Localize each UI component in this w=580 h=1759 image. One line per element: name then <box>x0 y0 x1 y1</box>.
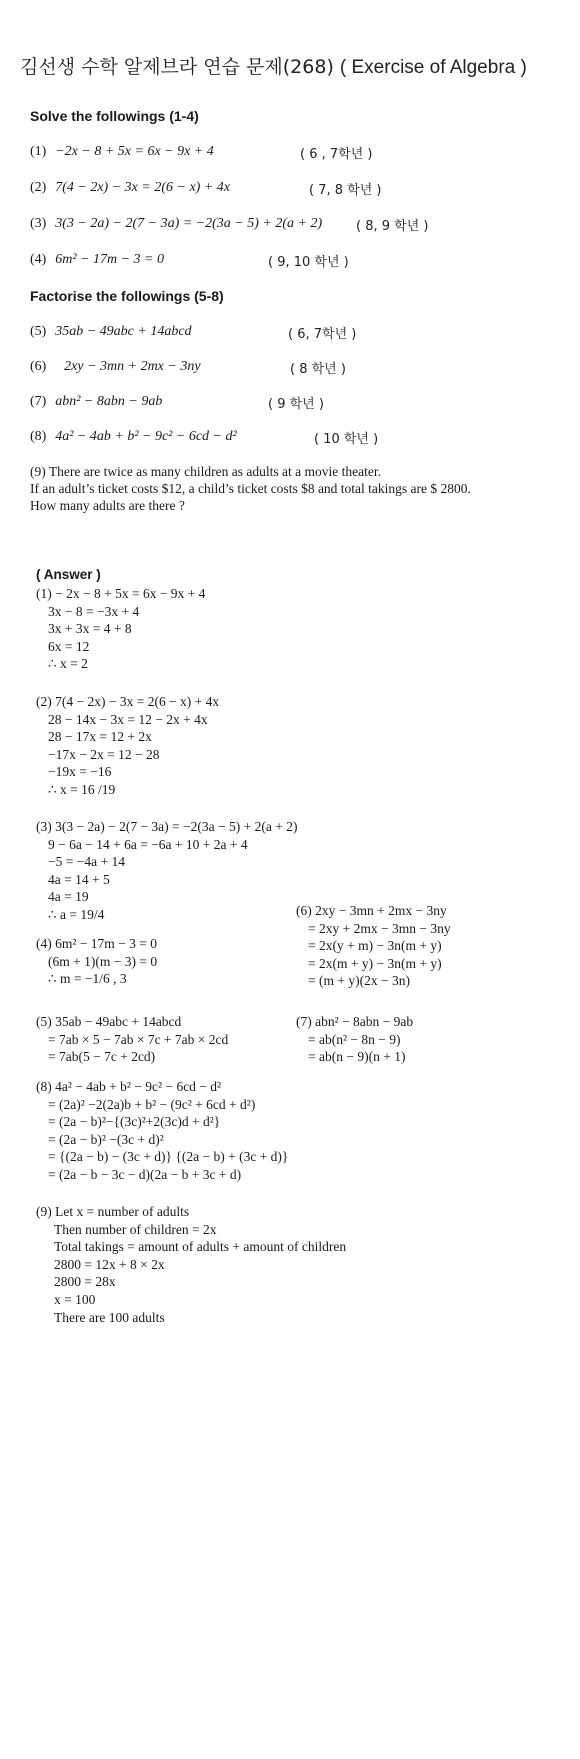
answer-line: (5) 35ab − 49abc + 14abcd <box>36 1014 182 1029</box>
answer-line: −19x = −16 <box>48 764 112 780</box>
answer-line: 2800 = 28x <box>54 1274 116 1290</box>
answer-line: = (m + y)(2x − 3n) <box>308 973 410 989</box>
answer-line: = (2a − b − 3c − d)(2a − b + 3c + d) <box>48 1166 242 1182</box>
answer-line: ∴ x = 16 /19 <box>48 781 116 797</box>
answer-line: (1) − 2x − 8 + 5x = 6x − 9x + 4 <box>36 586 206 601</box>
answer-line: ∴ m = −1/6 , 3 <box>48 971 127 987</box>
problem-number: (7) <box>30 394 47 409</box>
answer-line: (8) 4a² − 4ab + b² − 9c² − 6cd − d² <box>36 1079 222 1094</box>
answer-line: (9) Let x = number of adults <box>36 1204 190 1219</box>
problem-5 <box>30 323 192 340</box>
problem-expression: 7(4 − 2x) − 3x = 2(6 − x) + 4x <box>55 180 230 195</box>
grade-label: ( 6, 7학년 ) <box>288 327 357 342</box>
page-title <box>20 52 527 79</box>
answer-line: 4a = 14 + 5 <box>48 871 110 887</box>
answer-line: = 7ab × 5 − 7ab × 7c + 7ab × 2cd <box>48 1031 229 1047</box>
title-english: ( Exercise of Algebra ) <box>339 57 527 78</box>
answer-line: = 7ab(5 − 7c + 2cd) <box>48 1049 156 1065</box>
problem-number: (8) <box>30 429 47 444</box>
answer-line: x = 100 <box>54 1291 96 1307</box>
problem-number: (4) <box>30 252 47 267</box>
word-problem-line: (9) There are twice as many children as adults at a movie theater. <box>30 464 381 479</box>
answer-line: There are 100 adults <box>54 1309 165 1325</box>
answer-line: (3) 3(3 − 2a) − 2(7 − 3a) = −2(3a − 5) + 2(a + 2) <box>36 819 298 834</box>
problem-expression: 6m² − 17m − 3 = 0 <box>55 252 164 267</box>
answer-line: = (2a − b)² −(3c + d)² <box>48 1131 164 1147</box>
problem-8 <box>30 428 237 445</box>
answer-line: 4a = 19 <box>48 889 89 905</box>
answer-2 <box>36 693 219 799</box>
answer-line: = ab(n − 9)(n + 1) <box>308 1049 406 1065</box>
answer-line: 3x − 8 = −3x + 4 <box>48 603 140 619</box>
section-heading-factorise: Factorise the followings (5-8) <box>30 288 224 304</box>
grade-label: ( 10 학년 ) <box>314 432 379 447</box>
problem-number: (2) <box>30 180 47 195</box>
answer-line: = (2a)² −2(2a)b + b² − (9c² + 6cd + d²) <box>48 1096 256 1112</box>
answer-line: 28 − 17x = 12 + 2x <box>48 729 152 745</box>
word-problem-line: If an adult’s ticket costs $12, a child’s ticket costs $8 and total takings are $ 2800. <box>30 481 471 496</box>
answer-line: (2) 7(4 − 2x) − 3x = 2(6 − x) + 4x <box>36 694 220 709</box>
word-problem <box>30 463 471 514</box>
answer-line: (6) 2xy − 3mn + 2mx − 3ny <box>296 903 447 918</box>
answer-3 <box>36 818 297 924</box>
answer-line: = 2x(y + m) − 3n(m + y) <box>308 938 442 954</box>
problem-7 <box>30 393 162 410</box>
answer-line: Then number of children = 2x <box>54 1221 217 1237</box>
answer-4 <box>36 935 157 988</box>
answer-8 <box>36 1078 288 1184</box>
answer-line: 2800 = 12x + 8 × 2x <box>54 1256 165 1272</box>
problem-number: (6) <box>30 359 47 374</box>
answer-line: ∴ a = 19/4 <box>48 906 105 922</box>
answer-line: = (2a − b)²−{(3c)²+2(3c)d + d²} <box>48 1114 221 1130</box>
answer-line: = ab(n² − 8n − 9) <box>308 1031 401 1047</box>
answer-line: = 2x(m + y) − 3n(m + y) <box>308 955 442 971</box>
problem-expression: −2x − 8 + 5x = 6x − 9x + 4 <box>55 144 214 159</box>
problem-number: (5) <box>30 324 47 339</box>
answer-line: Total takings = amount of adults + amount of children <box>54 1239 347 1255</box>
problem-expression: 35ab − 49abc + 14abcd <box>55 324 192 339</box>
problem-2 <box>30 179 230 196</box>
problem-1 <box>30 143 214 160</box>
answer-7 <box>296 1013 413 1066</box>
answer-line: (4) 6m² − 17m − 3 = 0 <box>36 936 158 951</box>
problem-expression: 2xy − 3mn + 2mx − 3ny <box>64 359 201 374</box>
problem-number: (1) <box>30 144 47 159</box>
answer-line: (7) abn² − 8abn − 9ab <box>296 1014 414 1029</box>
problem-expression: abn² − 8abn − 9ab <box>55 394 163 409</box>
answer-line: 9 − 6a − 14 + 6a = −6a + 10 + 2a + 4 <box>48 836 248 852</box>
grade-label: ( 9, 10 학년 ) <box>268 255 349 270</box>
answer-line: = {(2a − b) − (3c + d)} {(2a − b) + (3c + d)} <box>48 1149 289 1165</box>
answer-6 <box>296 902 451 990</box>
grade-label: ( 9 학년 ) <box>268 397 324 412</box>
problem-4 <box>30 251 164 268</box>
answer-line: −5 = −4a + 14 <box>48 854 125 870</box>
answer-line: (6m + 1)(m − 3) = 0 <box>48 953 158 969</box>
title-korean: 김선생 수학 알제브라 연습 문제(268) <box>20 56 334 78</box>
answer-heading: ( Answer ) <box>36 567 101 582</box>
problem-6 <box>30 358 201 375</box>
answer-line: 28 − 14x − 3x = 12 − 2x + 4x <box>48 711 208 727</box>
problem-expression: 4a² − 4ab + b² − 9c² − 6cd − d² <box>55 429 237 444</box>
answer-line: −17x − 2x = 12 − 28 <box>48 746 160 762</box>
problem-3 <box>30 215 322 232</box>
grade-label: ( 8, 9 학년 ) <box>356 219 429 234</box>
grade-label: ( 8 학년 ) <box>290 362 346 377</box>
answer-1 <box>36 585 205 673</box>
answer-line: ∴ x = 2 <box>48 656 88 672</box>
answer-line: 3x + 3x = 4 + 8 <box>48 621 132 637</box>
answer-line: = 2xy + 2mx − 3mn − 3ny <box>308 920 451 936</box>
answer-5 <box>36 1013 228 1066</box>
grade-label: ( 7, 8 학년 ) <box>309 183 382 198</box>
word-problem-line: How many adults are there ? <box>30 498 185 513</box>
problem-number: (3) <box>30 216 47 231</box>
grade-label: ( 6 , 7학년 ) <box>300 147 373 162</box>
answer-line: 6x = 12 <box>48 638 90 654</box>
answer-9 <box>36 1203 346 1326</box>
section-heading-solve: Solve the followings (1-4) <box>30 108 199 124</box>
problem-expression: 3(3 − 2a) − 2(7 − 3a) = −2(3a − 5) + 2(a + 2) <box>55 216 323 231</box>
